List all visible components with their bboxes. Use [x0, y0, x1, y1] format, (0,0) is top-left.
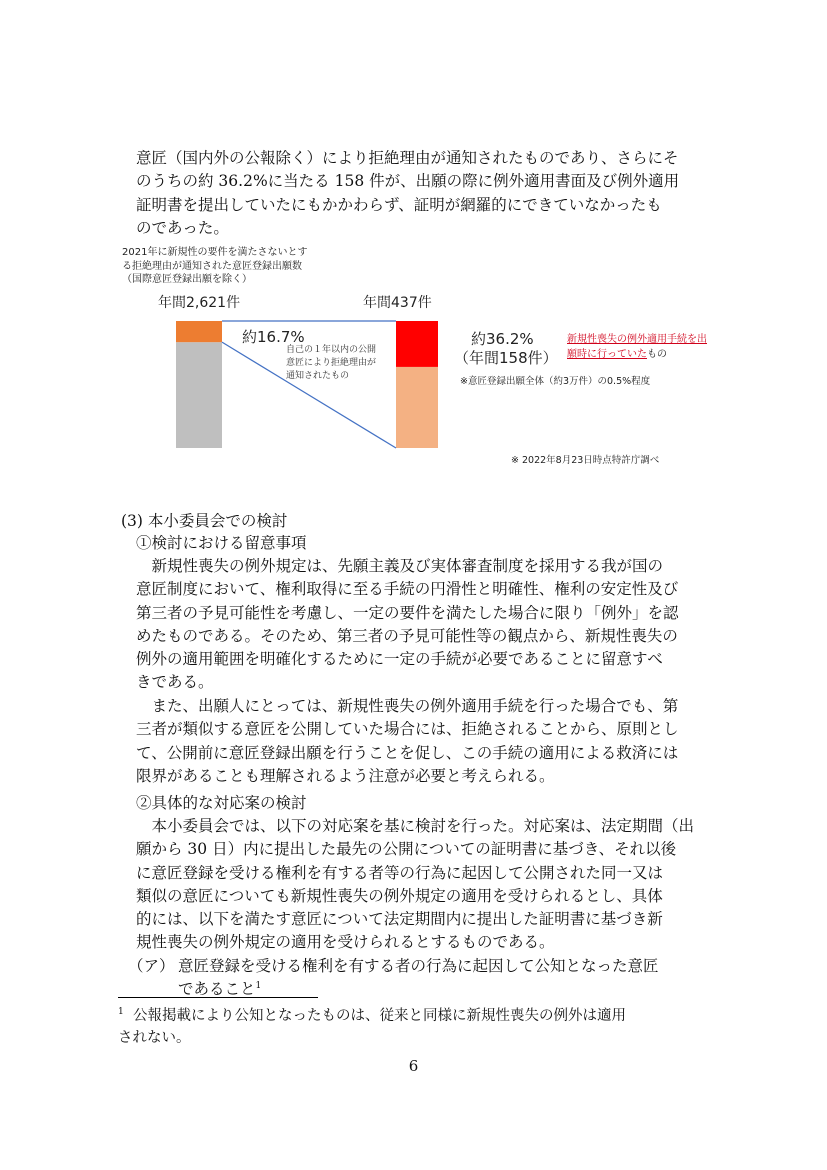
footnote-ref[interactable]: 1 — [255, 980, 262, 991]
paragraph-3 — [136, 815, 711, 955]
text-line: 第三者の予見可能性を考慮し、一定の要件を満たした場合に限り「例外」を認 — [136, 603, 679, 622]
bar-segment-rest — [396, 367, 438, 448]
footnote — [118, 1005, 713, 1049]
subsection-heading: ②具体的な対応案の検討 — [136, 794, 307, 812]
list-item-text: 意匠登録を受ける権利を有する者の行為に起因して公知となった意匠 — [178, 957, 659, 975]
left-total-label: 年間2,621件 — [158, 295, 241, 311]
rejection-chart — [118, 238, 728, 473]
footnote-text: 公報掲載により公知となったものは、従来と同様に新規性喪失の例外は適用 — [132, 1008, 626, 1024]
text-line: 新規性喪失の例外規定は、先願主義及び実体審査制度を採用する我が国の — [151, 557, 664, 575]
text-line: 三者が類似する意匠を公開していた場合には、拒絶されることから、原則とし — [136, 720, 679, 739]
text-line: のうちの約 36.2%に当たる 158 件が、出願の際に例外適用書面及び例外適用 — [136, 172, 680, 191]
text-line: きである。 — [136, 673, 214, 692]
footnote-line — [118, 1005, 713, 1027]
text-line: に意匠登録を受ける権利を有する者等の行為に起因して公開された同一又は — [136, 863, 664, 882]
chart-caption-line: （国際意匠登録出願を除く） — [122, 274, 252, 285]
intro-paragraph — [136, 147, 711, 240]
text-line: また、出願人にとっては、新規性喪失の例外適用手続を行った場合でも、第 — [151, 697, 679, 715]
ratio-note: ※意匠登録出願全体（約3万件）の0.5%程度 — [460, 376, 651, 387]
red-note-line: 新規性喪失の例外適用手続を出 — [567, 334, 707, 345]
chart-caption-line: る拒絶理由が通知された意匠登録出願数 — [122, 260, 302, 272]
chart-caption-line: 2021年に新規性の要件を満たさないとす — [122, 247, 308, 258]
text-line: 本小委員会では、以下の対応案を基に検討を行った。対応案は、法定期間（出 — [151, 817, 695, 835]
text-line: 規性喪失の例外規定の適用を受けられるとするものである。 — [136, 933, 555, 952]
text-line: 類似の意匠についても新規性喪失の例外規定の適用を受けられるとし、具体 — [136, 886, 663, 905]
text-line: 願から 30 日）内に提出した最先の公開についての証明書に基づき、それ以後 — [136, 840, 677, 859]
text-line: めたものである。そのため、第三者の予見可能性等の観点から、新規性喪失の — [136, 626, 678, 645]
paragraph-2 — [136, 695, 711, 788]
left-note-line: 通知されたもの — [286, 371, 350, 381]
text-line: て、公開前に意匠登録出願を行うことを促し、この手続の適用による救済には — [136, 743, 679, 762]
left-note — [286, 344, 376, 383]
footnote-line: されない。 — [118, 1030, 191, 1046]
bar-segment-highlight — [176, 321, 222, 342]
text-line: のであった。 — [136, 218, 229, 237]
text-line: 証明書を提出していたにもかかわらず、証明が網羅的にできていなかったも — [136, 195, 662, 214]
right-pct-label: 約36.2% — [471, 330, 534, 348]
text-line: 例外の適用範囲を明確化するために一定の手続が必要であることに留意すべ — [136, 650, 663, 669]
right-count-label: （年間158件） — [454, 349, 558, 367]
text-line: 意匠制度において、権利取得に至る手続の円滑性と明確性、権利の安定性及び — [136, 580, 679, 599]
left-note-line: 意匠により拒絶理由が — [286, 358, 377, 368]
subsection-heading: ①検討における留意事項 — [136, 534, 307, 552]
left-pct-label: 約16.7% — [242, 328, 305, 346]
paragraph-1 — [136, 555, 711, 695]
bar-segment-highlight — [396, 321, 438, 367]
footnote-divider — [118, 997, 318, 998]
red-note — [567, 332, 707, 362]
red-note-suffix: もの — [647, 349, 667, 360]
text-line: 限界があることも理解されるよう注意が必要と考えられる。 — [136, 766, 555, 785]
list-item-marker: （ア） — [128, 957, 175, 975]
source-note: ※ 2022年8月23日時点特許庁調べ — [511, 455, 660, 466]
text-line: 的には、以下を満たす意匠について法定期間内に提出した証明書に基づき新 — [136, 910, 663, 929]
left-note-line: 自己の１年以内の公開 — [286, 345, 377, 355]
right-total-label: 年間437件 — [363, 295, 432, 311]
bar-segment-rest — [176, 342, 222, 448]
footnote-marker: 1 — [118, 1007, 124, 1018]
list-item-text-line: であること — [178, 980, 256, 998]
text-line: 意匠（国内外の公報除く）により拒絶理由が通知されたものであり、さらにそ — [136, 149, 679, 167]
page-number: 6 — [408, 1057, 419, 1075]
section-heading: (3) 本小委員会での検討 — [121, 512, 288, 530]
red-note-line: 願時に行っていた — [567, 349, 647, 360]
